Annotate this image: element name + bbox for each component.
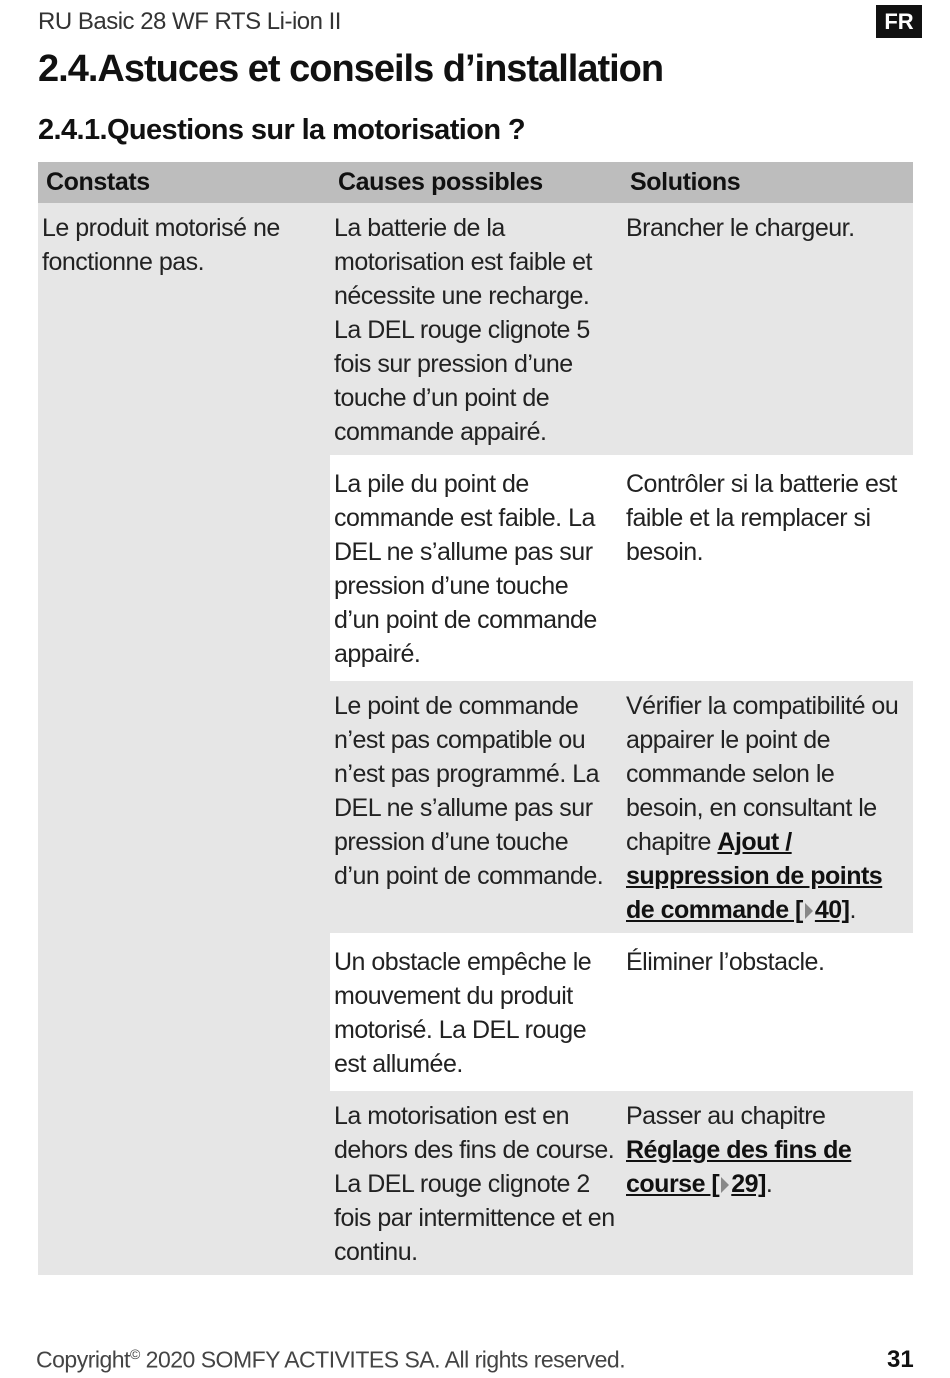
cause-cell: Le point de commande n’est pas compatible ou n’est pas programmé. La DEL ne s’allume pas sur pression d’une touche d’un point de commande. (330, 677, 622, 933)
solution-cell: Contrôler si la batterie est faible et la remplacer si besoin. (622, 455, 913, 677)
solution-cell (622, 1087, 913, 1275)
cause-cell: La pile du point de commande est faible. La DEL ne s’allume pas sur pression d’une touche d’un point de commande appairé. (330, 455, 622, 677)
page-arrow-icon (721, 1177, 729, 1193)
copyright-text: 2020 SOMFY ACTIVITES SA. All rights reserved. (139, 1346, 626, 1373)
header-solutions: Solutions (622, 162, 913, 203)
link-page: 40] (814, 896, 850, 924)
copyright-mark: © (129, 1346, 140, 1362)
table-row (38, 203, 913, 455)
solution-cell (622, 677, 913, 933)
section-heading: 2.4.Astuces et conseils d’installation (38, 48, 664, 90)
solution-cell: Éliminer l’obstacle. (622, 933, 913, 1087)
copyright-label: Copyright (36, 1346, 130, 1373)
page-number: 31 (887, 1346, 914, 1373)
solution-suffix: . (849, 896, 856, 924)
solution-suffix: . (765, 1170, 773, 1198)
chapter-link-reglage-fins-de-course[interactable] (626, 1136, 851, 1198)
troubleshooting-table (38, 162, 913, 1275)
header-causes: Causes possibles (330, 162, 622, 203)
link-text: Ajout / suppression de points de commande [ (626, 828, 883, 924)
document-title: RU Basic 28 WF RTS Li-ion II (38, 8, 341, 35)
solution-text: Passer au chapitre (626, 1102, 826, 1130)
cause-cell: La batterie de la motorisation est faible et nécessite une recharge. La DEL rouge clignote 5 fois sur pression d’une touche d’un point de commande appairé. (330, 203, 622, 455)
cause-cell: Un obstacle empêche le mouvement du produit motorisé. La DEL rouge est allumée. (330, 933, 622, 1087)
link-text: Réglage des fins de course [ (626, 1136, 852, 1198)
solution-text: Vérifier la compatibilité ou appairer le point de commande selon le besoin, en consultant le chapitre (626, 692, 899, 856)
subsection-heading: 2.4.1.Questions sur la motorisation ? (38, 114, 526, 146)
constat-cell: Le produit motorisé ne fonctionne pas. (38, 203, 330, 1275)
page-arrow-icon (805, 903, 813, 919)
copyright-footer (36, 1346, 625, 1374)
link-page: 29] (731, 1170, 766, 1198)
cause-cell: La motorisation est en dehors des fins de course. La DEL rouge clignote 2 fois par intermittence et en continu. (330, 1087, 622, 1275)
language-badge: FR (876, 5, 922, 38)
solution-cell: Brancher le chargeur. (622, 203, 913, 455)
header-constats: Constats (38, 162, 330, 203)
table-header-row (38, 162, 913, 203)
